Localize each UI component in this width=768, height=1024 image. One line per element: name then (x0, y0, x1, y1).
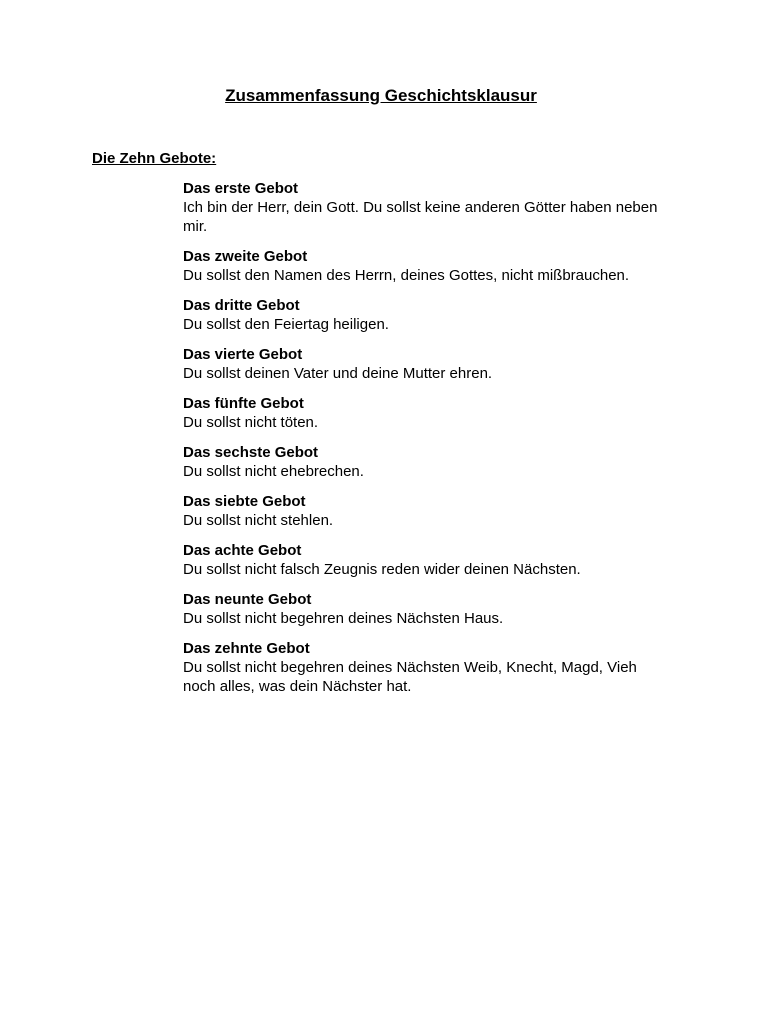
section-heading: Die Zehn Gebote: (92, 150, 217, 167)
commandment-item (183, 296, 673, 334)
commandment-text: Du sollst nicht begehren deines Nächsten Haus. (183, 610, 504, 627)
commandment-list (183, 179, 673, 707)
commandment-title: Das vierte Gebot (183, 346, 303, 363)
commandment-text: Du sollst nicht ehebrechen. (183, 463, 364, 480)
commandment-text: Du sollst nicht begehren deines Nächsten Weib, Knecht, Magd, Vieh noch alles, was dein Nächster hat. (183, 659, 637, 695)
commandment-title: Das zweite Gebot (183, 248, 308, 265)
commandment-title: Das sechste Gebot (183, 444, 319, 461)
commandment-text: Ich bin der Herr, dein Gott. Du sollst keine anderen Götter haben neben mir. (183, 199, 658, 235)
commandment-item (183, 590, 673, 628)
commandment-item (183, 541, 673, 579)
commandment-title: Das erste Gebot (183, 180, 299, 197)
commandment-item (183, 443, 673, 481)
commandment-item (183, 345, 673, 383)
commandment-title: Das fünfte Gebot (183, 395, 304, 412)
commandment-title: Das zehnte Gebot (183, 640, 310, 657)
commandment-item (183, 247, 673, 285)
commandment-item (183, 179, 673, 236)
commandment-text: Du sollst deinen Vater und deine Mutter ehren. (183, 365, 493, 382)
commandment-text: Du sollst den Feiertag heiligen. (183, 316, 389, 333)
commandment-text: Du sollst nicht falsch Zeugnis reden wider deinen Nächsten. (183, 561, 581, 578)
commandment-title: Das dritte Gebot (183, 297, 300, 314)
commandment-title: Das neunte Gebot (183, 591, 312, 608)
commandment-item (183, 492, 673, 530)
commandment-title: Das siebte Gebot (183, 493, 306, 510)
commandment-text: Du sollst nicht stehlen. (183, 512, 334, 529)
commandment-text: Du sollst den Namen des Herrn, deines Gottes, nicht mißbrauchen. (183, 267, 630, 284)
document-title: Zusammenfassung Geschichtsklausur (225, 86, 537, 105)
commandment-item (183, 639, 673, 696)
commandment-item (183, 394, 673, 432)
commandment-text: Du sollst nicht töten. (183, 414, 319, 431)
commandment-title: Das achte Gebot (183, 542, 302, 559)
